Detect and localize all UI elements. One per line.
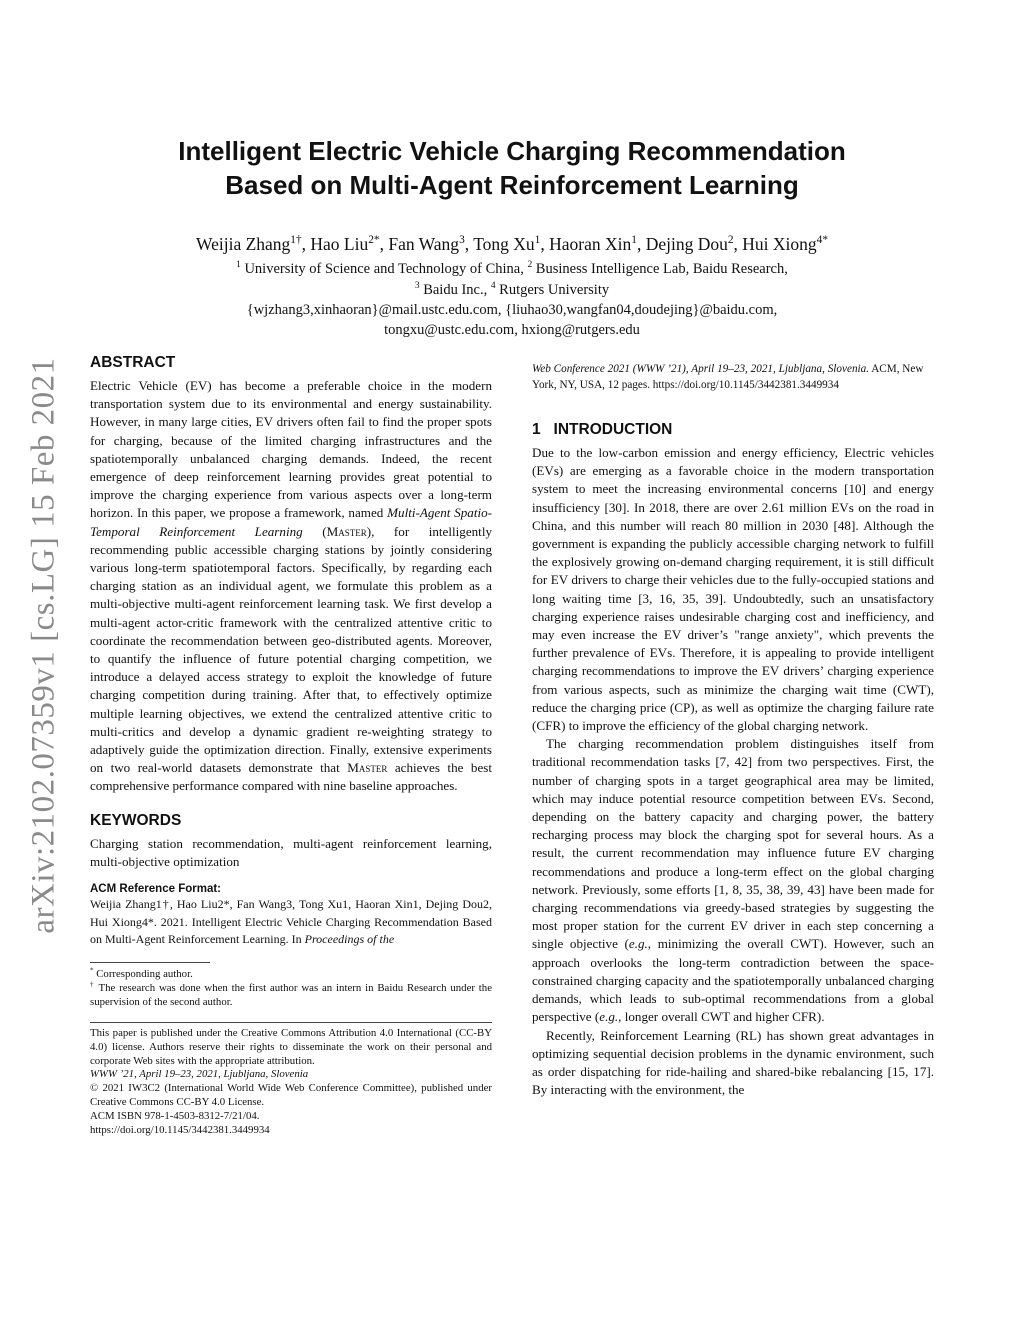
acm-reference-text: Weijia Zhang1†, Hao Liu2*, Fan Wang3, Tong Xu1, Haoran Xin1, Dejing Dou2, Hui Xiong4*. 2021. Intelligent Electric Vehicle Charging Recommendation Based on Multi-Agent Reinforcement Learning. In Proceedings of the — [90, 897, 492, 947]
author: Hao Liu$^{2*}$, — [310, 234, 389, 254]
arxiv-identifier — [14, 350, 74, 940]
introduction-heading: 1 INTRODUCTION — [532, 421, 673, 438]
right-column — [532, 362, 934, 1099]
paper-title-line-2: Based on Multi-Agent Reinforcement Learning — [225, 170, 799, 200]
author: Tong Xu$^1$, — [473, 234, 550, 254]
license-conference: WWW ’21, April 19–23, 2021, Ljubljana, Slovenia — [90, 1068, 309, 1081]
keywords-heading: KEYWORDS — [90, 811, 182, 829]
author: Haoran Xin$^1$, — [549, 234, 646, 254]
footnote-intern: † The research was done when the first author was an intern in Baidu Research under the supervision of the second author. — [90, 980, 492, 1009]
author-list — [90, 234, 934, 255]
paper-title-line-1: Intelligent Electric Vehicle Charging Recommendation — [178, 136, 846, 166]
email-line-2: tongxu@ustc.edu.com, hxiong@rutgers.edu — [384, 322, 640, 338]
email-line-1: {wjzhang3,xinhaoran}@mail.ustc.edu.com, {liuhao30,wangfan04,doudejing}@baidu.com, — [246, 302, 778, 318]
intro-paragraph-3: Recently, Reinforcement Learning (RL) has shown great advantages in optimizing sequential decision problems in the dynamic environment, such as order dispatching for ride-hailing and shared-bike rebalancing [15, 17]. By interacting with the environment, the — [532, 1027, 934, 1098]
paper-title — [90, 134, 934, 202]
acm-reference-heading: ACM Reference Format: — [90, 883, 221, 896]
license-divider — [90, 1022, 492, 1023]
footnote-divider — [90, 962, 210, 963]
license-copyright: © 2021 IW3C2 (International World Wide Web Conference Committee), published under Creative Commons CC-BY 4.0 License. — [90, 1082, 492, 1108]
license-doi: https://doi.org/10.1145/3442381.3449934 — [90, 1123, 270, 1136]
license-isbn: ACM ISBN 978-1-4503-8312-7/21/04. — [90, 1109, 260, 1122]
author: Dejing Dou$^2$, — [645, 234, 743, 254]
affiliation-line-1: $^1$ University of Science and Technology of China, $^2$ Business Intelligence Lab, Baidu Research, — [236, 260, 788, 277]
arxiv-identifier-text: arXiv:2102.07359v1 [cs.LG] 15 Feb 2021 — [25, 356, 62, 934]
abstract-text: Electric Vehicle (EV) has become a preferable choice in the modern transportation system due to its environmental and energy sustainability. However, in many large cities, EV drivers often fail to find the proper spots for charging, because of the limited charging infrastructures and the spatiotemporally unbalanced charging demands. Indeed, the recent emergence of deep reinforcement learning provides great potential to improve the charging experience from various aspects over a long-term horizon. In this paper, we propose a framework, named Multi-Agent Spatio-Temporal Reinforcement Learning (Master), for intelligently recommending public accessible charging stations by jointly considering various long-term spatiotemporal factors. Specifically, by regarding each charging station as an individual agent, we formulate this problem as a multi-objective multi-agent reinforcement learning task. We first develop a multi-agent actor-critic framework with the centralized attentive critic to coordinate the recommendation between geo-distributed agents. Moreover, to quantify the influence of future potential charging competition, we introduce a delayed access strategy to exploit the knowledge of future charging competition during training. After that, to effectively optimize multiple learning objectives, we extend the centralized attentive critic to multi-critics and develop a dynamic gradient re-weighting strategy to adaptively guide the optimization direction. Finally, extensive experiments on two real-world datasets demonstrate that Master achieves the best comprehensive performance compared with nine baseline approaches. — [90, 378, 493, 794]
affiliation-line-2: $^3$ Baidu Inc., $^4$ Rutgers University — [414, 281, 610, 298]
intro-paragraph-1: Due to the low-carbon emission and energy efficiency, Electric vehicles (EVs) are emerging as a favorable choice in the modern transportation system to meet the increasing environmental concerns [10] and energy insufficiency [30]. In 2018, there are over 2.61 million EVs on the road in China, and this number will reach 80 million in 2030 [48]. Although the government is expanding the publicly accessible charging network to fulfill the explosively growing on-demand charging requirement, it is still difficult for EV drivers to charge their vehicles due to the fully-occupied stations and long waiting time [3, 16, 35, 39]. Undoubtedly, such an unsatisfactory charging experience raises undesirable charging cost and inefficiency, and may even increase the EV driver’s "range anxiety", which prevents the further prevalence of EVs. Therefore, it is appealing to provide intelligent charging recommendations to improve the EV drivers’ charging experience from various aspects, such as minimize the charging wait time (CWT), reduce the charging price (CP), as well as optimize the charging failure rate (CFR) to improve the efficiency of the global charging network. — [532, 445, 934, 734]
author: Fan Wang$^3$, — [388, 234, 474, 254]
intro-paragraph-2: The charging recommendation problem distinguishes itself from traditional recommendation tasks [7, 42] from two perspectives. First, the number of charging spots in a target geographical area may be limited, which may induce potential resource competition between EVs. Second, depending on the battery capacity and charging power, the battery recharging process may block the charging spot for several hours. As a result, the current recommendation may influence future EV charging recommendations and produce a long-term effect on the global charging network. Previously, some efforts [1, 8, 35, 38, 39, 43] have been made for charging recommendations via greedy-based strategies by suggesting the most proper station for the current EV driver in each step concerning a single objective (e.g., minimizing the overall CWT). However, such an approach overlooks the long-term contradiction between the space-constrained charging capacity and the spatiotemporally unbalanced charging demands, which leads to sub-optimal recommendations from a global perspective (e.g., longer overall CWT and higher CFR). — [532, 736, 934, 1025]
abstract-heading: ABSTRACT — [90, 354, 176, 371]
license-text: This paper is published under the Creative Commons Attribution 4.0 International (CC-BY 4.0) license. Authors reserve their rights to disseminate the work on their personal and corporate Web sites with the appropriate attribution. — [90, 1026, 492, 1067]
footnote-corresponding: * Corresponding author. — [90, 965, 193, 980]
acm-reference-continuation: Web Conference 2021 (WWW ’21), April 19–23, 2021, Ljubljana, Slovenia. ACM, New York, NY, USA, 12 pages. https://doi.org/10.1145/3442381.3449934 — [532, 363, 924, 391]
author: Weijia Zhang$^{1\dagger}$, — [195, 234, 311, 254]
author: Hui Xiong$^{4*}$ — [742, 234, 829, 254]
left-column — [90, 354, 492, 1137]
keywords-text: Charging station recommendation, multi-agent reinforcement learning, multi-objective optimization — [90, 835, 492, 869]
